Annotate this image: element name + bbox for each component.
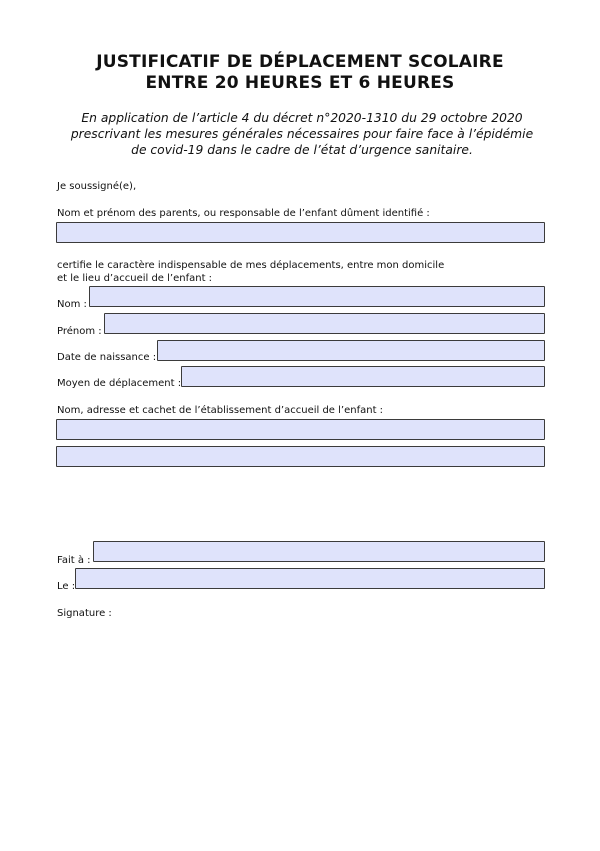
decree-line1: En application de l’article 4 du décret n°2020-1310 du 29 octobre 2020 xyxy=(81,111,523,125)
fait-a-label: Fait à : xyxy=(57,555,91,566)
date-naissance-label: Date de naissance : xyxy=(57,352,157,363)
nom-label: Nom : xyxy=(57,299,87,310)
moyen-deplacement-field[interactable] xyxy=(181,366,545,387)
fait-a-field[interactable] xyxy=(93,541,545,562)
moyen-deplacement-label: Moyen de déplacement : xyxy=(57,378,182,389)
date-le-field[interactable] xyxy=(75,568,545,589)
etablissement-field-1[interactable] xyxy=(56,419,545,440)
prenom-label: Prénom : xyxy=(57,326,102,337)
decree-line2: prescrivant les mesures générales nécessaires pour faire face à l’épidémie xyxy=(70,127,534,141)
document-title-line1: JUSTIFICATIF DE DÉPLACEMENT SCOLAIRE xyxy=(96,52,504,72)
document-title-line2: ENTRE 20 HEURES ET 6 HEURES xyxy=(145,73,455,93)
certify-line2: et le lieu d’accueil de l’enfant : xyxy=(57,273,213,284)
parent-label: Nom et prénom des parents, ou responsable de l’enfant dûment identifié : xyxy=(57,208,430,219)
etablissement-label: Nom, adresse et cachet de l’établissement d’accueil de l’enfant : xyxy=(57,405,384,416)
nom-field[interactable] xyxy=(89,286,545,307)
certify-line1: certifie le caractère indispensable de mes déplacements, entre mon domicile xyxy=(57,260,445,271)
date-le-label: Le : xyxy=(57,581,76,592)
parent-name-field[interactable] xyxy=(56,222,545,243)
decree-line3: de covid-19 dans le cadre de l’état d’urgence sanitaire. xyxy=(131,143,473,157)
signature-label: Signature : xyxy=(57,608,112,619)
intro-text: Je soussigné(e), xyxy=(57,181,137,192)
decree-reference xyxy=(60,110,544,158)
prenom-field[interactable] xyxy=(104,313,545,334)
etablissement-field-2[interactable] xyxy=(56,446,545,467)
date-naissance-field[interactable] xyxy=(157,340,545,361)
